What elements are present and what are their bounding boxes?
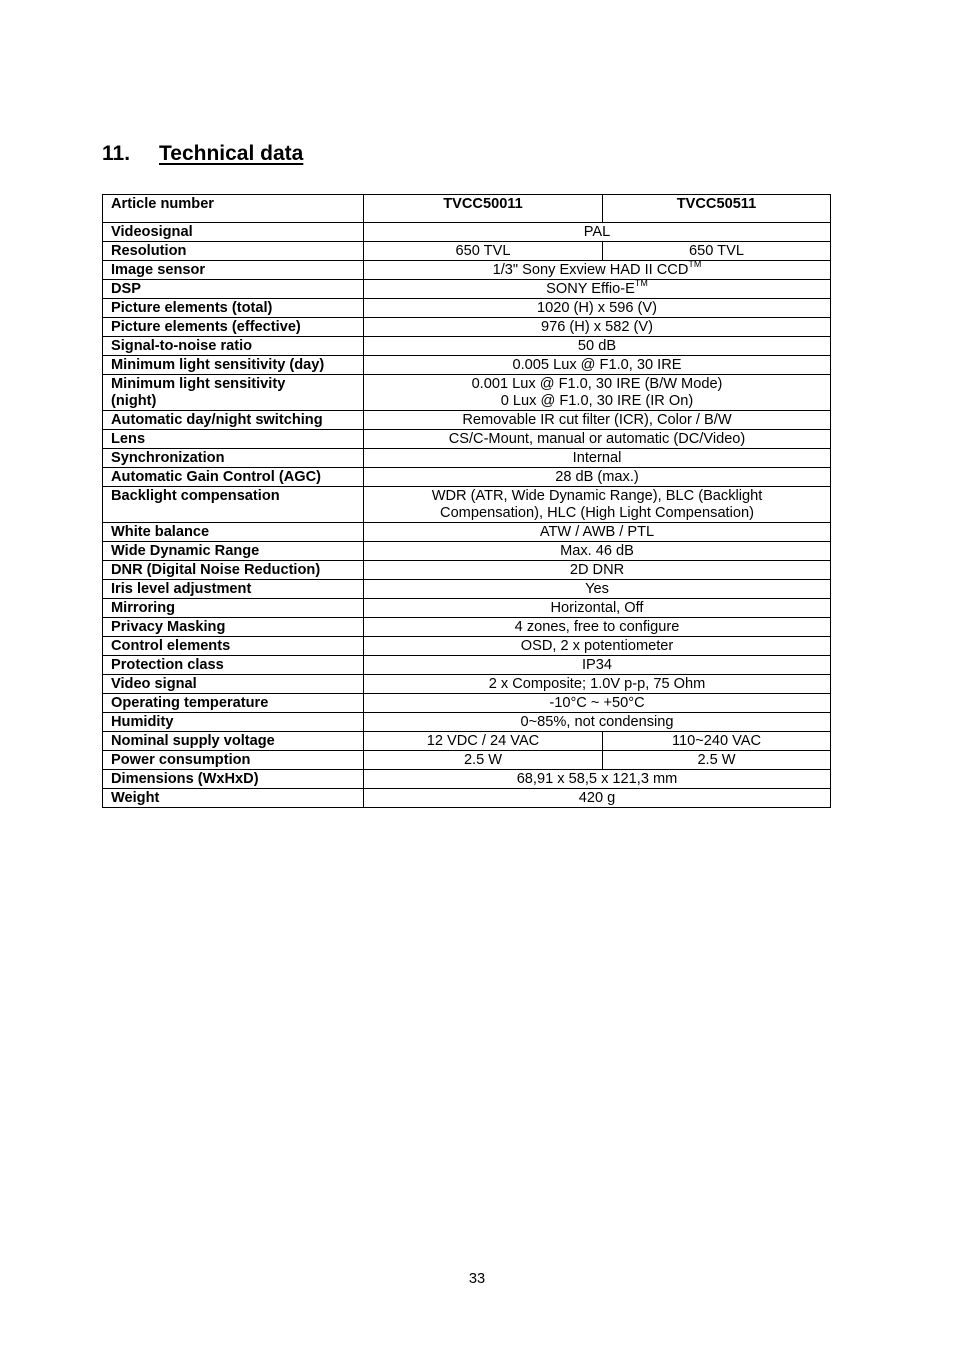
table-row [103, 656, 831, 675]
table-row [103, 637, 831, 656]
table-row [103, 789, 831, 808]
table-row [103, 280, 831, 299]
table-row [103, 261, 831, 280]
row-value [364, 430, 831, 449]
table-row [103, 375, 831, 411]
row-label: Nominal supply voltage [103, 732, 364, 751]
row-value-model-2: 650 TVL [603, 242, 831, 261]
table-row [103, 580, 831, 599]
table-row [103, 223, 831, 242]
row-value-line: Compensation), HLC (High Light Compensation) [440, 505, 754, 521]
row-value-text: 2 x Composite; 1.0V p-p, 75 Ohm [488, 676, 706, 692]
row-label: Resolution [103, 242, 364, 261]
trademark-superscript: TM [688, 260, 702, 269]
row-value-text: 1020 (H) x 596 (V) [536, 300, 658, 316]
row-value [364, 356, 831, 375]
row-value [364, 675, 831, 694]
row-value [364, 637, 831, 656]
row-value [364, 375, 831, 411]
header-model-2: TVCC50511 [603, 195, 831, 223]
technical-data-table [102, 194, 831, 808]
table-row [103, 356, 831, 375]
section-title: Technical data [159, 142, 304, 165]
row-label: Operating temperature [103, 694, 364, 713]
table-row [103, 242, 831, 261]
row-value-model-1: 650 TVL [364, 242, 603, 261]
row-label: White balance [103, 523, 364, 542]
row-value [364, 561, 831, 580]
row-value [364, 770, 831, 789]
table-row [103, 337, 831, 356]
table-row [103, 449, 831, 468]
row-value-line: WDR (ATR, Wide Dynamic Range), BLC (Backlight [431, 488, 763, 504]
row-value [364, 789, 831, 808]
table-header-row [103, 195, 831, 223]
row-value-text: 4 zones, free to configure [514, 619, 680, 635]
row-label: Iris level adjustment [103, 580, 364, 599]
row-value-text: 68,91 x 58,5 x 121,3 mm [516, 771, 678, 787]
row-label: DNR (Digital Noise Reduction) [103, 561, 364, 580]
row-value [364, 223, 831, 242]
row-label-line: (night) [111, 393, 157, 409]
row-value-text: 28 dB (max.) [555, 469, 639, 485]
row-label: Privacy Masking [103, 618, 364, 637]
row-label-line: Minimum light sensitivity [111, 376, 286, 392]
row-value-line: 0.001 Lux @ F1.0, 30 IRE (B/W Mode) [471, 376, 723, 392]
row-label [103, 375, 364, 411]
row-value [364, 523, 831, 542]
table-row [103, 713, 831, 732]
row-value [364, 299, 831, 318]
row-label: Control elements [103, 637, 364, 656]
row-value [364, 542, 831, 561]
table-row [103, 675, 831, 694]
section-heading [102, 140, 303, 168]
table-row [103, 770, 831, 789]
row-value-text: 420 g [578, 790, 616, 806]
table-row [103, 561, 831, 580]
row-label: Protection class [103, 656, 364, 675]
row-value [364, 261, 831, 280]
row-label: Wide Dynamic Range [103, 542, 364, 561]
table-row [103, 618, 831, 637]
row-value-model-2: 2.5 W [603, 751, 831, 770]
row-value-text: 976 (H) x 582 (V) [541, 319, 653, 335]
row-label: DSP [103, 280, 364, 299]
row-value-text: Internal [572, 450, 622, 466]
row-label: Humidity [103, 713, 364, 732]
row-label: Synchronization [103, 449, 364, 468]
row-value-line: 0 Lux @ F1.0, 30 IRE (IR On) [500, 393, 694, 409]
row-value [364, 599, 831, 618]
table-row [103, 430, 831, 449]
row-label: Automatic Gain Control (AGC) [103, 468, 364, 487]
row-value-text: SONY Effio-E [546, 281, 635, 297]
row-value-text: -10°C ~ +50°C [549, 695, 645, 711]
row-value [364, 694, 831, 713]
row-label: Weight [103, 789, 364, 808]
row-label: Signal-to-noise ratio [103, 337, 364, 356]
row-label: Picture elements (total) [103, 299, 364, 318]
row-label: Videosignal [103, 223, 364, 242]
table-row [103, 694, 831, 713]
row-value-text: Yes [585, 581, 609, 597]
row-value-text: IP34 [581, 657, 613, 673]
table-row [103, 732, 831, 751]
row-label: Power consumption [103, 751, 364, 770]
table-row [103, 599, 831, 618]
row-label: Picture elements (effective) [103, 318, 364, 337]
row-value-model-1: 2.5 W [364, 751, 603, 770]
table-row [103, 318, 831, 337]
row-label: Automatic day/night switching [103, 411, 364, 430]
row-value-model-1: 12 VDC / 24 VAC [364, 732, 603, 751]
row-label: Lens [103, 430, 364, 449]
row-value-text: OSD, 2 x potentiometer [520, 638, 674, 654]
section-number: 11. [102, 142, 131, 165]
row-value [364, 411, 831, 430]
row-value-text: Removable IR cut filter (ICR), Color / B/W [462, 412, 732, 428]
row-value [364, 487, 831, 523]
row-value [364, 468, 831, 487]
row-value [364, 656, 831, 675]
trademark-superscript: TM [634, 279, 648, 288]
table-row [103, 411, 831, 430]
row-value-text: Horizontal, Off [550, 600, 644, 616]
row-value-text: 0~85%, not condensing [520, 714, 674, 730]
table-row [103, 751, 831, 770]
row-label: Mirroring [103, 599, 364, 618]
row-label: Image sensor [103, 261, 364, 280]
row-value-text: Max. 46 dB [560, 543, 634, 559]
row-value [364, 280, 831, 299]
header-label: Article number [103, 195, 364, 223]
row-label: Backlight compensation [103, 487, 364, 523]
row-value [364, 618, 831, 637]
row-value-text: 2D DNR [569, 562, 625, 578]
table-row [103, 487, 831, 523]
row-value [364, 449, 831, 468]
row-value-text: 0.005 Lux @ F1.0, 30 IRE [512, 357, 682, 373]
row-label: Dimensions (WxHxD) [103, 770, 364, 789]
row-value [364, 713, 831, 732]
row-value-text: CS/C-Mount, manual or automatic (DC/Video) [448, 431, 746, 447]
table-row [103, 542, 831, 561]
header-model-1: TVCC50011 [364, 195, 603, 223]
row-value-text: ATW / AWB / PTL [539, 524, 655, 540]
table-row [103, 523, 831, 542]
row-value [364, 580, 831, 599]
table-row [103, 468, 831, 487]
row-value-model-2: 110~240 VAC [603, 732, 831, 751]
row-label: Video signal [103, 675, 364, 694]
row-value-text: 50 dB [577, 338, 617, 354]
row-label: Minimum light sensitivity (day) [103, 356, 364, 375]
table-row [103, 299, 831, 318]
row-value-text: 1/3" Sony Exview HAD II CCD [492, 262, 689, 278]
row-value-text: PAL [583, 224, 611, 240]
row-value [364, 318, 831, 337]
page-number: 33 [468, 1271, 486, 1287]
row-value [364, 337, 831, 356]
